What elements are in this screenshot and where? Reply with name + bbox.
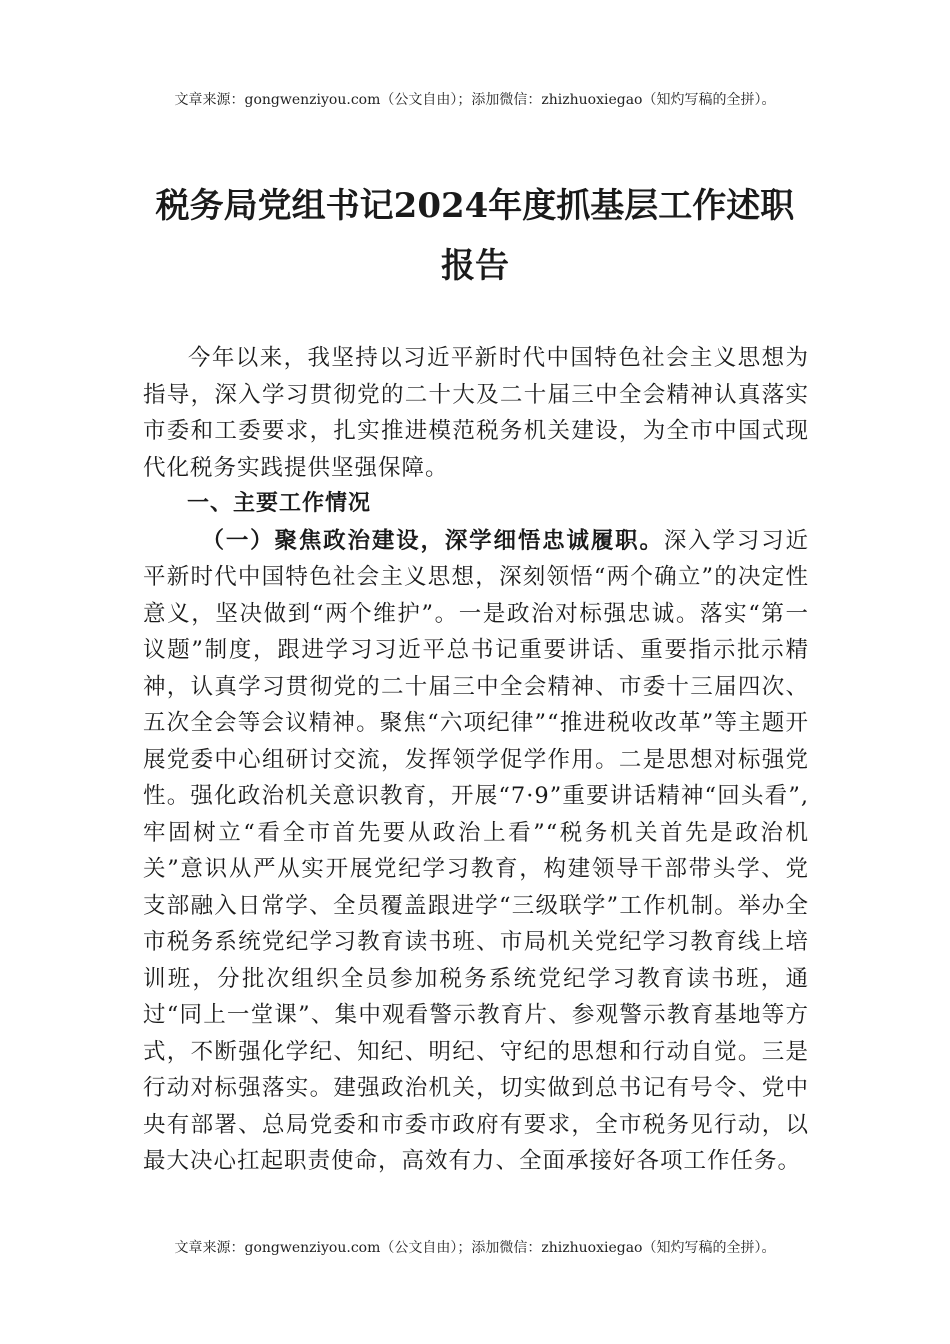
- header-source-note: 文章来源：gongwenziyou.com（公文自由）；添加微信：zhizhuoxiegao（知灼写稿的全拼）。: [174, 92, 776, 108]
- document-body: [143, 340, 809, 1180]
- footer-source-note: 文章来源：gongwenziyou.com（公文自由）；添加微信：zhizhuoxiegao（知灼写稿的全拼）。: [174, 1240, 776, 1256]
- section-heading: 一、主要工作情况: [187, 491, 372, 516]
- subsection-paragraph: [143, 523, 809, 1180]
- document-title: 税务局党组书记2024年度抓基层工作述职报告: [155, 186, 795, 286]
- intro-paragraph: 今年以来，我坚持以习近平新时代中国特色社会主义思想为指导，深入学习贯彻党的二十大及二十届三中全会精神认真落实市委和工委要求，扎实推进模范税务机关建设，为全市中国式现代化税务实践提供坚强保障。: [143, 345, 809, 481]
- subsection-body: 深入学习习近平新时代中国特色社会主义思想，深刻领悟“两个确立”的决定性意义，坚决做到“两个维护”。一是政治对标强忠诚。落实“第一议题”制度，跟进学习习近平总书记重要讲话、重要指示批示精神，认真学习贯彻党的二十届三中全会精神、市委十三届四次、五次全会等会议精神。聚焦“六项纪律”“推进税收改革”等主题开展党委中心组研讨交流，发挥领学促学作用。二是思想对标强党性。强化政治机关意识教育，开展“7·9”重要讲话精神“回头看”,牢固树立“看全市首先要从政治上看”“税务机关首先是政治机关”意识从严从实开展党纪学习教育，构建领导干部带头学、党支部融入日常学、全员覆盖跟进学“三级联学”工作机制。举办全市税务系统党纪学习教育读书班、市局机关党纪学习教育线上培训班，分批次组织全员参加税务系统党纪学习教育读书班，通过“同上一堂课”、集中观看警示教育片、参观警示教育基地等方式，不断强化学纪、知纪、明纪、守纪的思想和行动自觉。三是行动对标强落实。建强政治机关，切实做到总书记有号令、党中央有部署、总局党委和市委市政府有要求，全市税务见行动，以最大决心扛起职责使命，高效有力、全面承接好各项工作任务。: [143, 527, 809, 1174]
- subsection-lead: （一）聚焦政治建设，深学细悟忠诚履职。: [201, 527, 664, 554]
